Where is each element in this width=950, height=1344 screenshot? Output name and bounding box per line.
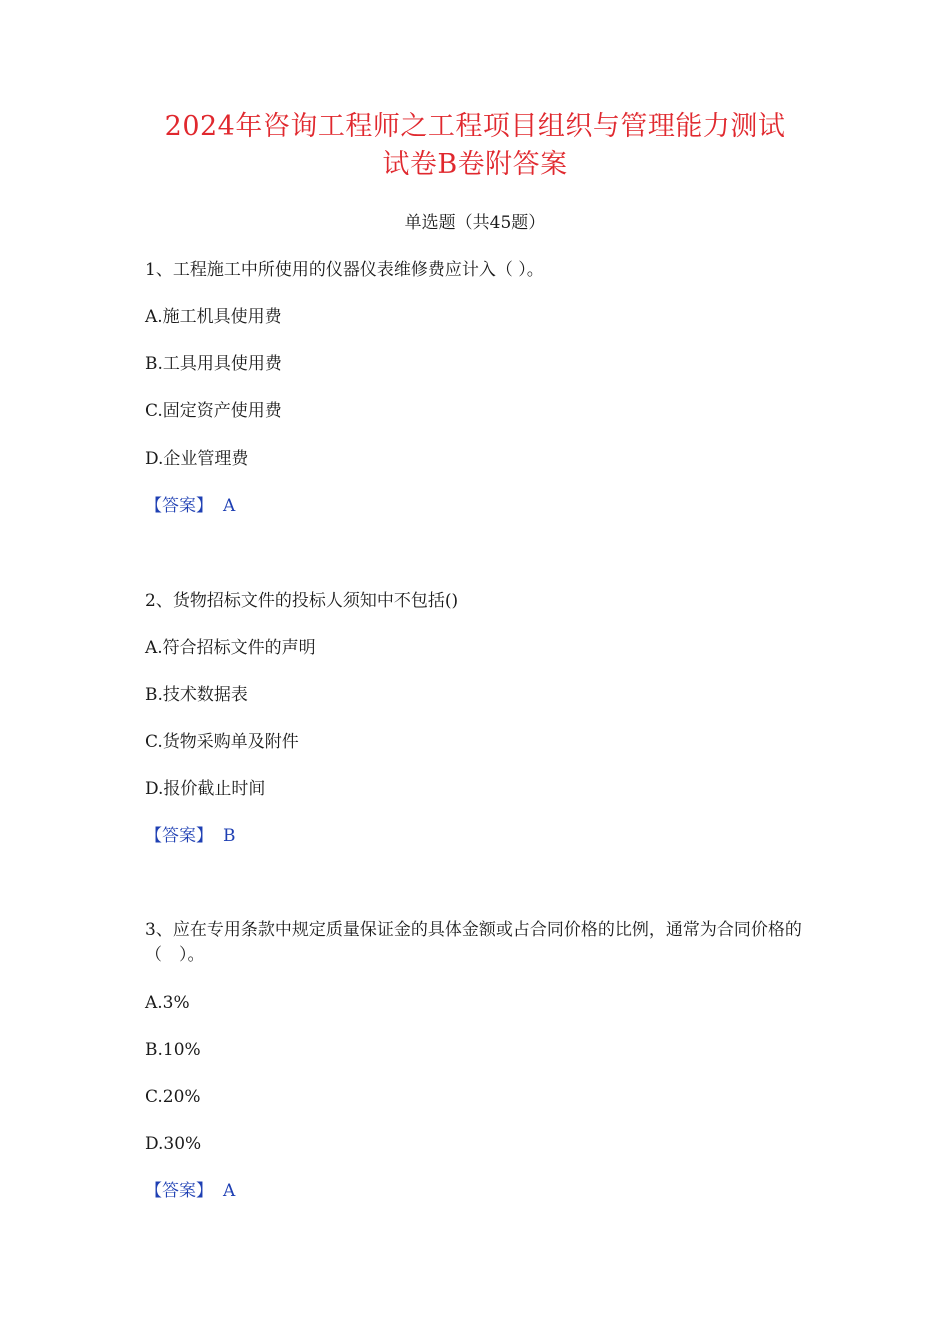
question-2-option-d: D.报价截止时间 [145, 779, 266, 799]
answer-value: B [223, 826, 236, 846]
question-3-option-b: B.10% [145, 1040, 201, 1060]
question-3-option-c: C.20% [145, 1087, 201, 1107]
question-2-answer [145, 824, 236, 849]
question-2-text: 2、货物招标文件的投标人须知中不包括() [145, 591, 459, 611]
title-line-2: 试卷B卷附答案 [382, 149, 568, 180]
question-2-option-c: C.货物采购单及附件 [145, 732, 299, 752]
section-heading: 单选题（共45题） [404, 213, 546, 233]
answer-label: 【答案】 [145, 826, 213, 846]
page-title [0, 108, 950, 184]
title-line-1: 2024年咨询工程师之工程项目组织与管理能力测试 [164, 111, 786, 142]
question-3-text: 3、应在专用条款中规定质量保证金的具体金额或占合同价格的比例，通常为合同价格的（ ）。 [145, 920, 802, 965]
question-1-option-c: C.固定资产使用费 [145, 401, 282, 421]
question-3-option-a: A.3% [145, 993, 190, 1013]
question-1-text: 1、工程施工中所使用的仪器仪表维修费应计入（ ）。 [145, 260, 544, 280]
question-2-option-a: A.符合招标文件的声明 [145, 638, 316, 658]
answer-label: 【答案】 [145, 496, 213, 516]
answer-value: A [223, 1181, 236, 1201]
answer-value: A [223, 496, 236, 516]
question-1-option-b: B.工具用具使用费 [145, 354, 282, 374]
question-1-answer [145, 494, 235, 519]
question-3-answer [145, 1179, 235, 1204]
question-1-option-d: D.企业管理费 [145, 449, 249, 469]
question-3-option-d: D.30% [145, 1134, 202, 1154]
answer-label: 【答案】 [145, 1181, 213, 1201]
question-1-option-a: A.施工机具使用费 [145, 307, 282, 327]
question-2-option-b: B.技术数据表 [145, 685, 248, 705]
